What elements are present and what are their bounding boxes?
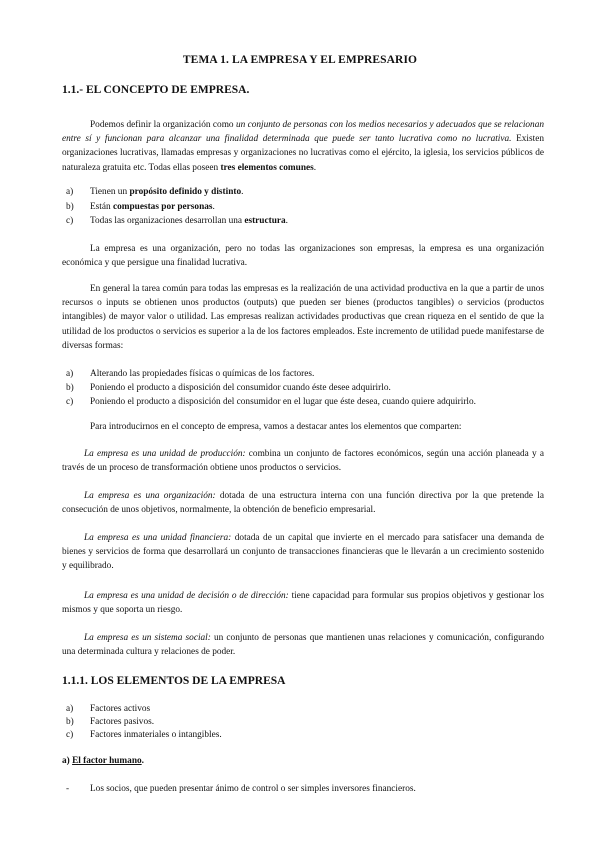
list-item: a) Tienen un propósito definido y distinto.: [66, 187, 244, 197]
paragraph-empresa-organizacion: La empresa es una organización, pero no todas las organizaciones son empresas, la empresa es una organización económica y que persigue una finalidad lucrativa.: [62, 244, 544, 269]
list-item: c) Factores inmateriales o intangibles.: [66, 730, 222, 741]
list-item: b) Poniendo el producto a disposición del consumidor cuando éste desee adquirirlo.: [66, 382, 391, 393]
definition-organizacion: La empresa es una organización: dotada de una estructura interna con una función directiva por la que pretende la consecución de unos objetivos, normalmente, la obtención de beneficio empresarial.: [62, 491, 544, 516]
list-item: a) Factores activos: [66, 704, 151, 714]
text-run: Podemos definir la organización como: [90, 120, 236, 130]
italic-run: un conjunto de personas con los medios necesarios y adecuados que se relacionan entre sí y funcionan para alcanzar una finalidad determinada que puede ser tanto lucrativa como no lucrativa.: [62, 120, 544, 145]
paragraph-definition: [62, 118, 544, 175]
bold-run: tres elementos comunes: [220, 162, 314, 173]
text-run: .: [313, 162, 317, 173]
list-item: a) Alterando las propiedades físicas o químicas de los factores.: [66, 369, 315, 379]
section-heading-concept: 1.1.- EL CONCEPTO DE EMPRESA.: [62, 84, 250, 96]
paragraph-intro-elementos: Para introducirnos en el concepto de empresa, vamos a destacar antes los elementos que comparten:: [90, 422, 462, 432]
document-title: TEMA 1. LA EMPRESA Y EL EMPRESARIO: [182, 54, 418, 66]
human-factor-list: [66, 783, 544, 797]
list-item: c) Poniendo el producto a disposición del consumidor en el lugar que éste desea, cuando quiere adquirirlo.: [66, 396, 476, 407]
section-heading-elementos: 1.1.1. LOS ELEMENTOS DE LA EMPRESA: [62, 675, 286, 687]
paragraph-actividad-productiva: En general la tarea común para todas las empresas es la realización de una actividad productiva en la que a partir de unos recursos o inputs se obtienen unos productos (outputs) que pueden ser bienes (productos tangibles) o servicios (productos intangibles) de mayor valor o utilidad. Las empresas realizan actividades productivas que crean riqueza en el sentido de que la utilidad de los productos o servicios es superior a la de los factores empleados. Este incremento de utilidad puede manifestarse de diversas formas:: [62, 284, 544, 351]
factors-list: [66, 703, 544, 743]
utility-forms-list: [66, 368, 544, 409]
common-elements-list: [66, 185, 544, 229]
text-run: Existen organizaciones lucrativas, llamadas empresas y organizaciones no lucrativas como el ejército, la iglesia, los servicios públicos de naturaleza gratuita etc. Todas ellas poseen: [62, 134, 544, 173]
definition-unidad-financiera: La empresa es una unidad financiera: dotada de un capital que invierte en el mercado para satisfacer una demanda de bienes y servicios de forma que desarrollará un conjunto de transacciones financieras que le llevarán a un crecimiento sostenido y equilibrado.: [62, 533, 545, 572]
subheading-factor-humano: a) El factor humano.: [62, 756, 144, 766]
definition-sistema-social: La empresa es un sistema social: un conjunto de personas que mantienen unas relaciones y comunicación, configurando una determinada cultura y relaciones de poder.: [62, 633, 544, 658]
list-item: b) Factores pasivos.: [66, 717, 155, 728]
list-item: c) Todas las organizaciones desarrollan una estructura.: [66, 216, 288, 226]
list-item: b) Están compuestas por personas.: [66, 201, 215, 212]
definition-unidad-produccion: La empresa es una unidad de producción: combina un conjunto de factores económicos, según una acción planeada y a través de un proceso de transformación obtiene unos productos o servicios.: [62, 449, 544, 474]
definition-unidad-decision: La empresa es una unidad de decisión o de dirección: tiene capacidad para formular sus propios objetivos y gestionar los mismos y que soporta un riesgo.: [62, 591, 544, 616]
list-item: - Los socios, que pueden presentar ánimo de control o ser simples inversores financieros.: [66, 784, 416, 794]
